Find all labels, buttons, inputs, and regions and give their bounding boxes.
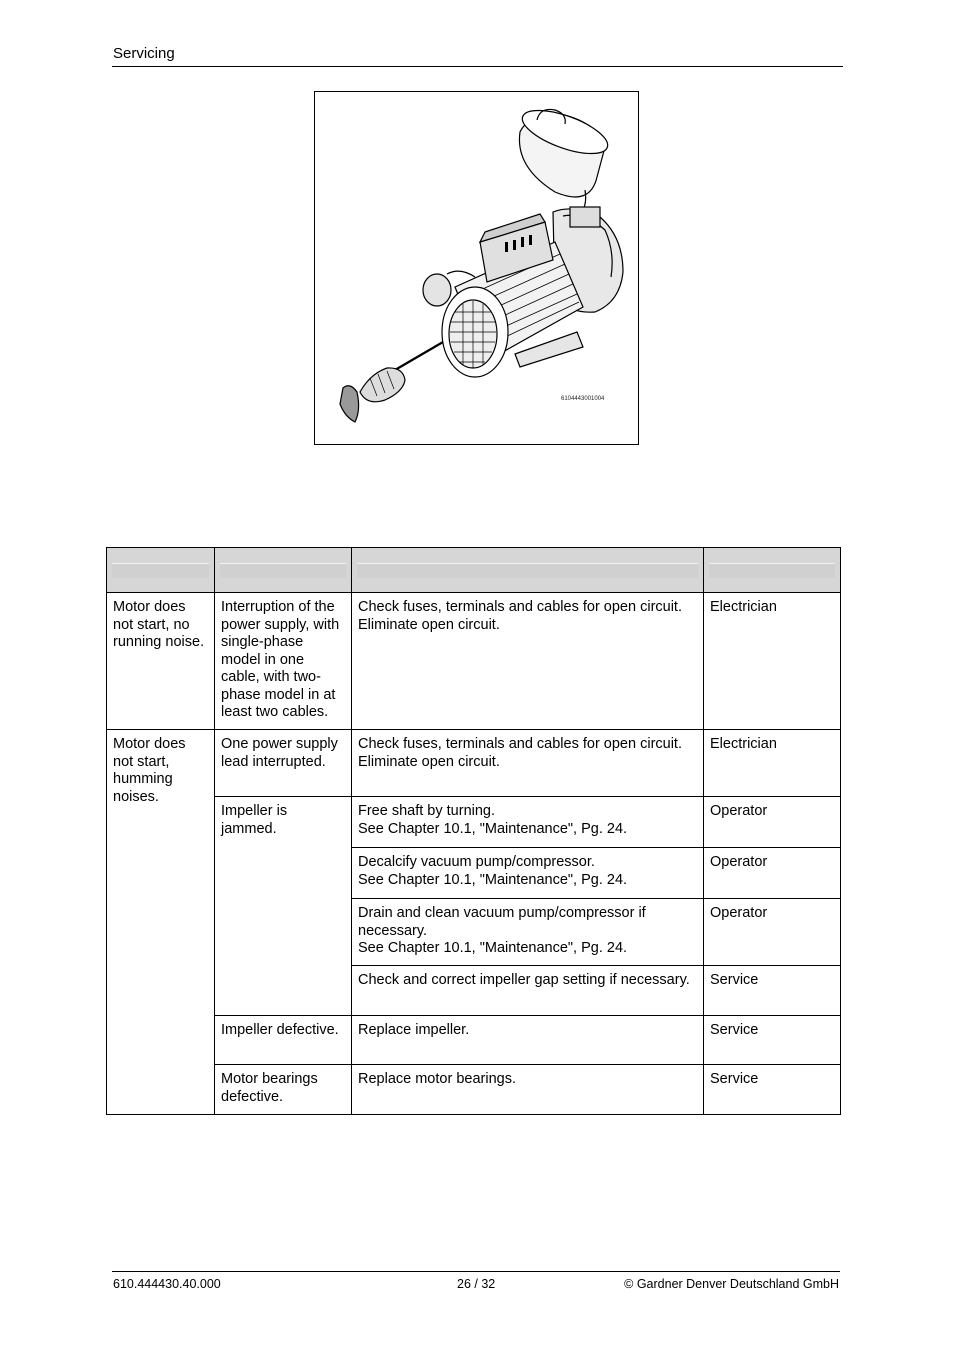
copyright-notice: © Gardner Denver Deutschland GmbH bbox=[624, 1277, 839, 1291]
section-title: Servicing bbox=[113, 45, 175, 62]
performed-by-cell: Electrician bbox=[704, 593, 841, 730]
remedy-cell: Replace impeller. bbox=[352, 1016, 704, 1065]
table-row bbox=[107, 1016, 841, 1065]
cause-cell: Impeller is jammed. bbox=[215, 797, 352, 1016]
performed-by-cell: Operator bbox=[704, 797, 841, 848]
cause-cell: Impeller defective. bbox=[215, 1016, 352, 1065]
table-header-row bbox=[107, 548, 841, 593]
fault-cell: Motor does not start, humming noises. bbox=[107, 730, 215, 1115]
cause-cell: Interruption of the power supply, with single-phase model in one cable, with two-phase model in at least two cables. bbox=[215, 593, 352, 730]
table-row bbox=[107, 1065, 841, 1115]
performed-by-cell: Operator bbox=[704, 899, 841, 966]
remedy-cell: Check and correct impeller gap setting if necessary. bbox=[352, 966, 704, 1016]
cause-cell: One power supply lead interrupted. bbox=[215, 730, 352, 797]
pump-illustration bbox=[314, 91, 639, 445]
cause-cell: Motor bearings defective. bbox=[215, 1065, 352, 1115]
header-cause bbox=[215, 548, 352, 593]
header-remedy bbox=[352, 548, 704, 593]
remedy-cell: Free shaft by turning. See Chapter 10.1, "Maintenance", Pg. 24. bbox=[352, 797, 704, 848]
pump-drawing bbox=[315, 92, 638, 444]
table-row bbox=[107, 593, 841, 730]
performed-by-cell: Service bbox=[704, 1016, 841, 1065]
header-fault bbox=[107, 548, 215, 593]
performed-by-cell: Electrician bbox=[704, 730, 841, 797]
performed-by-cell: Operator bbox=[704, 848, 841, 899]
header-by bbox=[704, 548, 841, 593]
remedy-cell: Decalcify vacuum pump/compressor. See Chapter 10.1, "Maintenance", Pg. 24. bbox=[352, 848, 704, 899]
header-divider bbox=[112, 66, 843, 67]
remedy-cell: Check fuses, terminals and cables for open circuit. Eliminate open circuit. bbox=[352, 730, 704, 797]
remedy-cell: Check fuses, terminals and cables for open circuit. Eliminate open circuit. bbox=[352, 593, 704, 730]
table-row bbox=[107, 730, 841, 797]
performed-by-cell: Service bbox=[704, 966, 841, 1016]
remedy-cell: Drain and clean vacuum pump/compressor if necessary. See Chapter 10.1, "Maintenance", Pg. 24. bbox=[352, 899, 704, 966]
document-number: 610.444430.40.000 bbox=[113, 1277, 221, 1291]
table-row bbox=[107, 797, 841, 848]
footer-divider bbox=[112, 1271, 840, 1272]
troubleshooting-table bbox=[106, 547, 841, 1115]
fault-cell: Motor does not start, no running noise. bbox=[107, 593, 215, 730]
page-number: 26 / 32 bbox=[457, 1277, 496, 1291]
performed-by-cell: Service bbox=[704, 1065, 841, 1115]
figure-code: 6104443001004 bbox=[561, 396, 605, 402]
remedy-cell: Replace motor bearings. bbox=[352, 1065, 704, 1115]
